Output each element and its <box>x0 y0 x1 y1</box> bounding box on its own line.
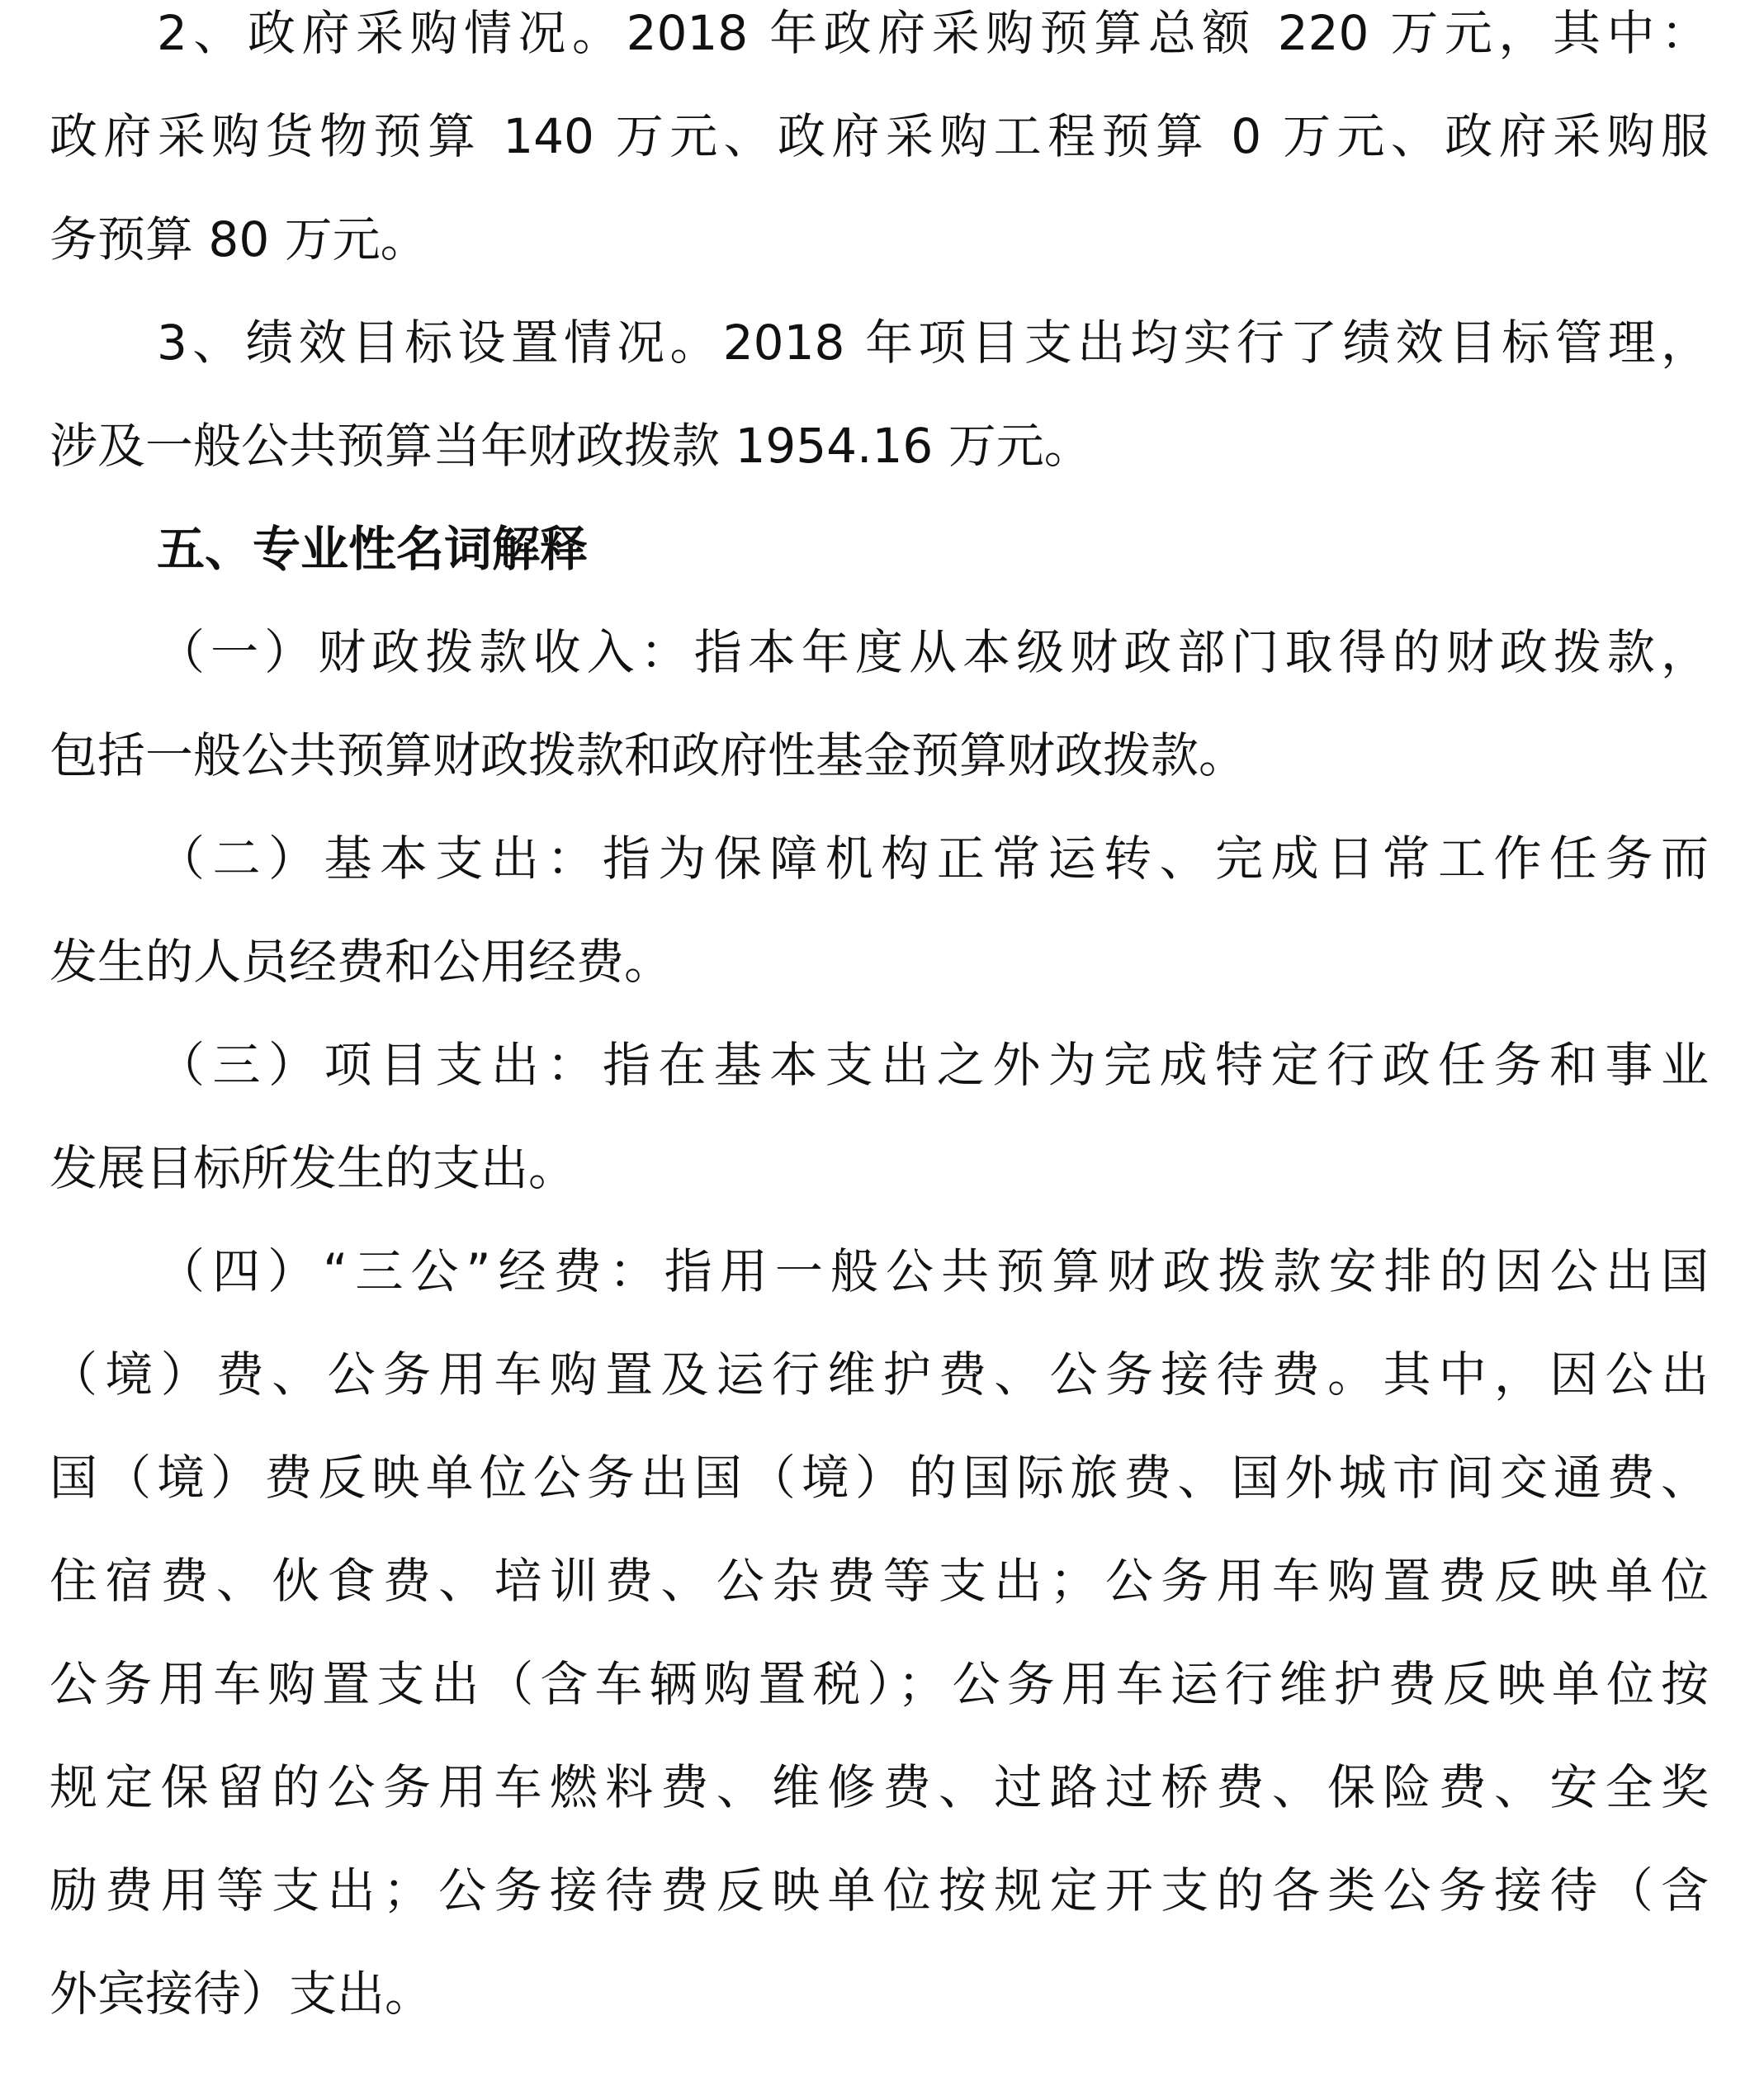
term-4-line-4: 住宿费、伙食费、培训费、公杂费等支出；公务用车购置费反映单位 <box>50 1553 1709 1609</box>
term-3-line-2: 发展目标所发生的支出。 <box>50 1140 577 1196</box>
term-4-line-7: 励费用等支出；公务接待费反映单位按规定开支的各类公务接待（含 <box>50 1862 1709 1919</box>
term-4-line-8: 外宾接待）支出。 <box>50 1966 433 2022</box>
procurement-paragraph-line-3: 务预算 80 万元。 <box>50 211 428 267</box>
term-4-line-1: （四）“三公”经费：指用一般公共预算财政拨款安排的因公出国 <box>157 1243 1709 1299</box>
term-1-line-2: 包括一般公共预算财政拨款和政府性基金预算财政拨款。 <box>50 727 1247 783</box>
term-4-line-2: （境）费、公务用车购置及运行维护费、公务接待费。其中，因公出 <box>50 1346 1709 1403</box>
term-4-line-6: 规定保留的公务用车燃料费、维修费、过路过桥费、保险费、安全奖 <box>50 1759 1709 1815</box>
performance-paragraph-line-2: 涉及一般公共预算当年财政拨款 1954.16 万元。 <box>50 418 1092 474</box>
performance-paragraph-line-1: 3、绩效目标设置情况。2018 年项目支出均实行了绩效目标管理， <box>157 315 1709 371</box>
term-4-line-3: 国（境）费反映单位公务出国（境）的国际旅费、国外城市间交通费、 <box>50 1450 1709 1506</box>
section-heading: 五、专业性名词解释 <box>157 521 589 577</box>
term-2-line-1: （二）基本支出：指为保障机构正常运转、完成日常工作任务而 <box>157 830 1709 887</box>
term-4-line-5: 公务用车购置支出（含车辆购置税）；公务用车运行维护费反映单位按 <box>50 1656 1709 1712</box>
procurement-paragraph-line-2: 政府采购货物预算 140 万元、政府采购工程预算 0 万元、政府采购服 <box>50 108 1709 164</box>
term-2-line-2: 发生的人员经费和公用经费。 <box>50 934 673 990</box>
term-1-line-1: （一）财政拨款收入：指本年度从本级财政部门取得的财政拨款， <box>157 624 1709 680</box>
term-3-line-1: （三）项目支出：指在基本支出之外为完成特定行政任务和事业 <box>157 1037 1709 1093</box>
procurement-paragraph-line-1: 2、政府采购情况。2018 年政府采购预算总额 220 万元，其中： <box>157 5 1709 61</box>
